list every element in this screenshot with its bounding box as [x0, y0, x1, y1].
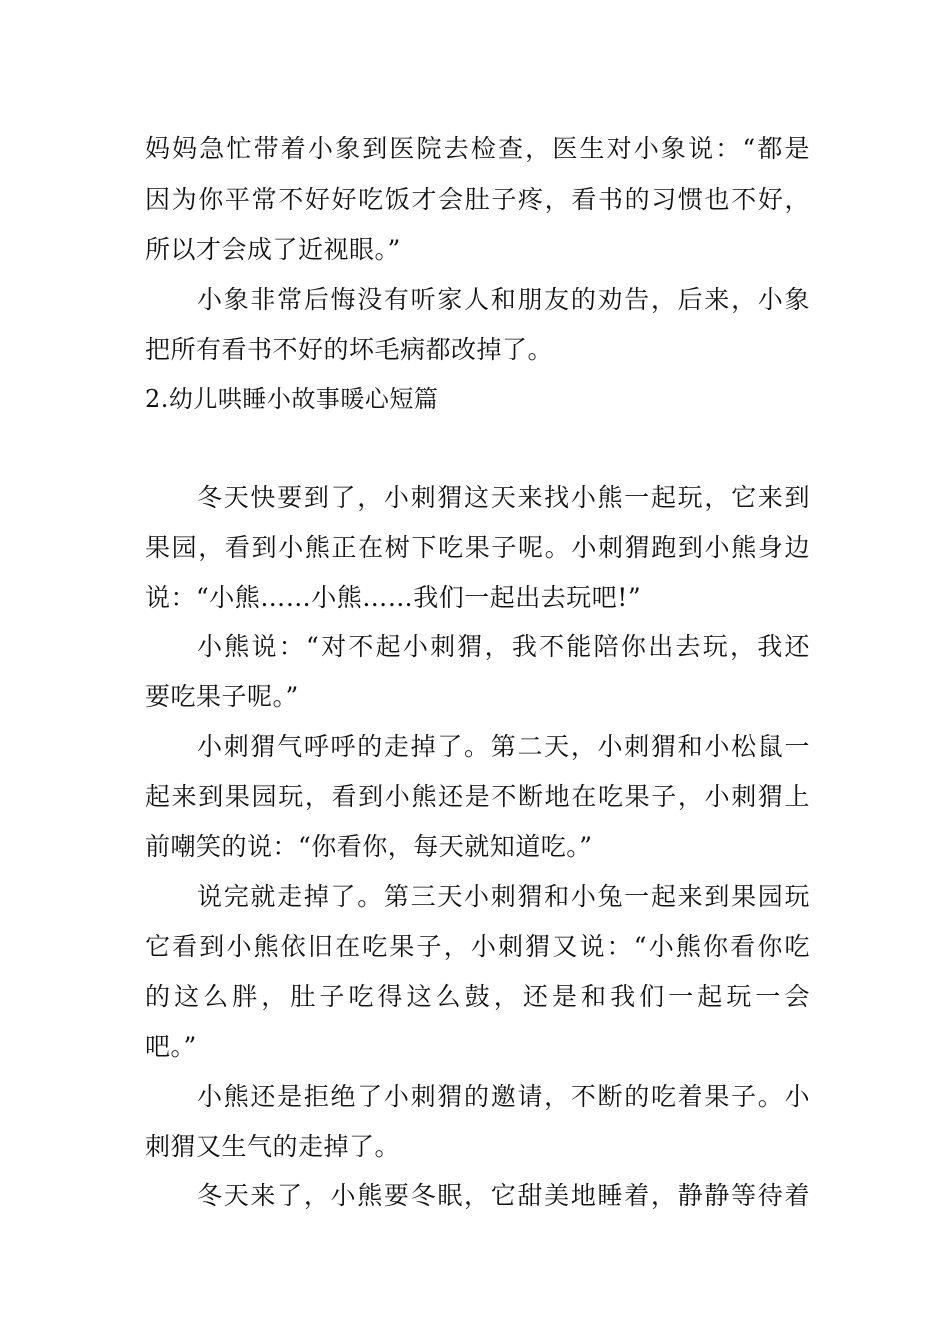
- section-heading: 2.幼儿哄睡小故事暖心短篇: [145, 385, 439, 413]
- text-line: 妈妈急忙带着小象到医院去检查，医生对小象说：“都是: [145, 134, 810, 163]
- text-line: 冬天来了，小熊要冬眠，它甜美地睡着，静静等待着: [197, 1181, 810, 1210]
- text-line: 刺猬又生气的走掉了。: [145, 1132, 401, 1161]
- text-line: 说完就走掉了。第三天小刺猬和小兔一起来到果园玩: [197, 882, 810, 911]
- text-line: 要吃果子呢。”: [145, 682, 299, 711]
- text-line: 的这么胖，肚子吃得这么鼓，还是和我们一起玩一会: [145, 982, 810, 1011]
- text-line: 冬天快要到了，小刺猬这天来找小熊一起玩，它来到: [197, 483, 810, 512]
- text-line: 果园，看到小熊正在树下吃果子呢。小刺猬跑到小熊身边: [145, 533, 810, 562]
- text-line: 小刺猬气呼呼的走掉了。第二天，小刺猬和小松鼠一: [197, 732, 810, 761]
- text-line: 前嘲笑的说：“你看你，每天就知道吃。”: [145, 832, 593, 861]
- text-line: 小熊说：“对不起小刺猬，我不能陪你出去玩，我还: [197, 632, 810, 661]
- text-line: 因为你平常不好好吃饭才会肚子疼，看书的习惯也不好，: [145, 185, 810, 214]
- text-line: 吧。”: [145, 1032, 197, 1061]
- text-line: 把所有看书不好的坏毛病都改掉了。: [145, 335, 554, 364]
- text-line: 所以才会成了近视眼。”: [145, 235, 401, 264]
- text-line: 起来到果园玩，看到小熊还是不断地在吃果子，小刺猬上: [145, 782, 810, 811]
- text-line: 它看到小熊依旧在吃果子，小刺猬又说：“小熊你看你吃: [145, 932, 810, 961]
- text-line: 说：“小熊……小熊……我们一起出去玩吧!”: [145, 583, 642, 612]
- text-line: 小熊还是拒绝了小刺猬的邀请，不断的吃着果子。小: [197, 1082, 810, 1111]
- text-line: 小象非常后悔没有听家人和朋友的劝告，后来，小象: [197, 285, 810, 314]
